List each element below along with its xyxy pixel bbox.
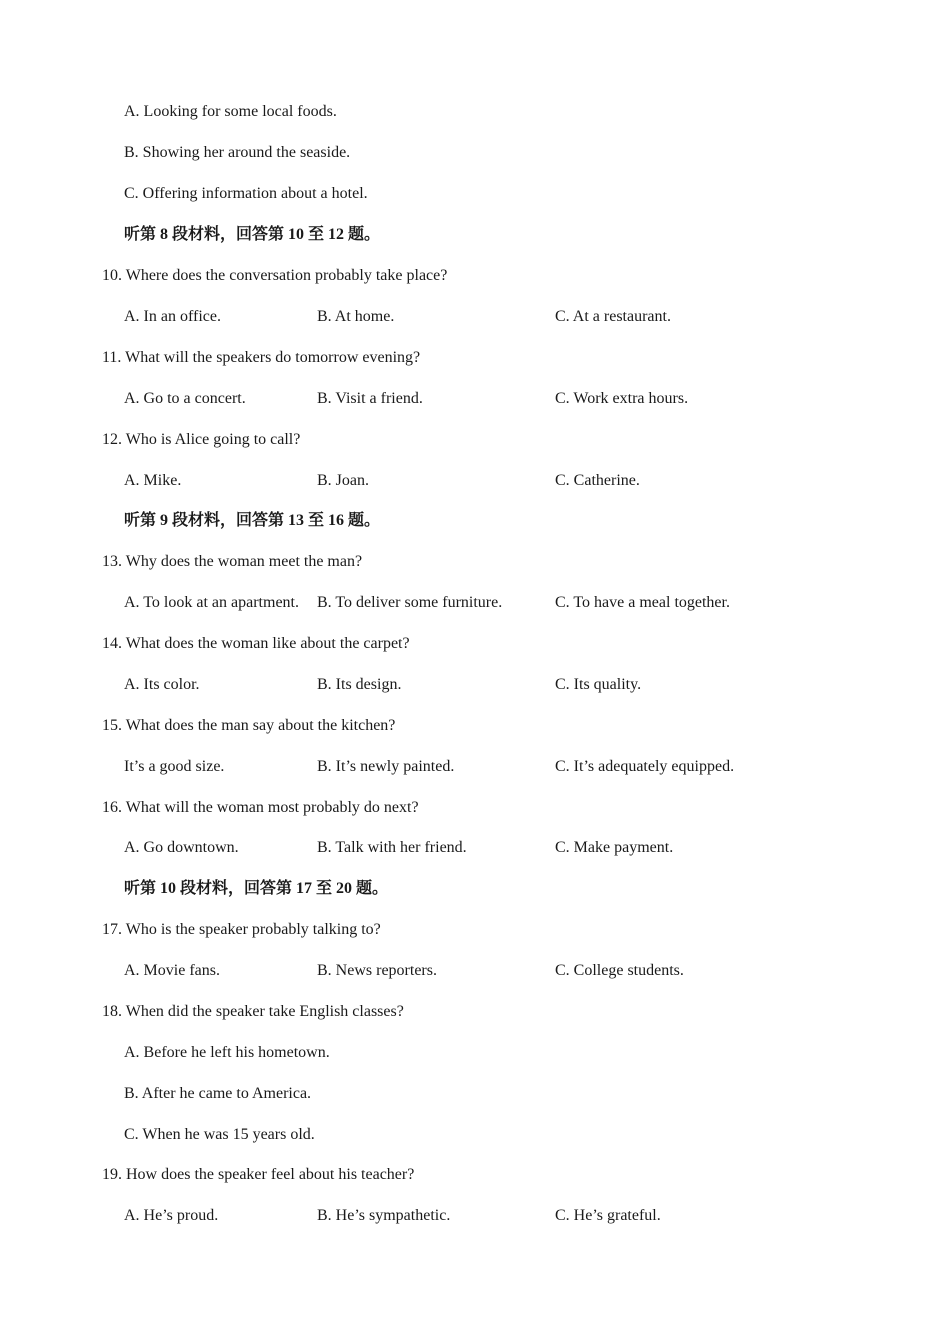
q18-option-c: C. When he was 15 years old. — [124, 1126, 315, 1143]
q13-option-c: C. To have a meal together. — [555, 594, 730, 611]
q16-option-c: C. Make payment. — [555, 839, 674, 856]
question-10: 10. Where does the conversation probably take place? — [102, 267, 448, 284]
q13-option-a: A. To look at an apartment. — [124, 594, 299, 611]
q12-option-c: C. Catherine. — [555, 472, 640, 489]
q19-option-a: A. He’s proud. — [124, 1207, 219, 1224]
q11-option-b: B. Visit a friend. — [317, 390, 423, 407]
q9-option-a: A. Looking for some local foods. — [124, 103, 337, 120]
q9-option-c: C. Offering information about a hotel. — [124, 185, 368, 202]
q13-option-b: B. To deliver some furniture. — [317, 594, 503, 611]
q16-option-a: A. Go downtown. — [124, 839, 239, 856]
q15-option-a: It’s a good size. — [124, 758, 225, 775]
question-18: 18. When did the speaker take English classes? — [102, 1003, 404, 1020]
q9-option-b: B. Showing her around the seaside. — [124, 144, 351, 161]
q16-option-b: B. Talk with her friend. — [317, 839, 467, 856]
question-19: 19. How does the speaker feel about his teacher? — [102, 1166, 415, 1183]
question-17: 17. Who is the speaker probably talking to? — [102, 921, 381, 938]
section-heading-9: 听第 9 段材料，回答第 13 至 16 题。 — [124, 512, 381, 529]
q11-option-c: C. Work extra hours. — [555, 390, 689, 407]
q19-option-c: C. He’s grateful. — [555, 1207, 661, 1224]
section-heading-10: 听第 10 段材料，回答第 17 至 20 题。 — [124, 880, 389, 897]
question-11: 11. What will the speakers do tomorrow evening? — [102, 349, 421, 366]
q12-option-b: B. Joan. — [317, 472, 369, 489]
q14-option-c: C. Its quality. — [555, 676, 642, 693]
q15-option-b: B. It’s newly painted. — [317, 758, 455, 775]
q10-option-c: C. At a restaurant. — [555, 308, 671, 325]
q10-option-b: B. At home. — [317, 308, 395, 325]
q14-option-a: A. Its color. — [124, 676, 200, 693]
q12-option-a: A. Mike. — [124, 472, 182, 489]
question-12: 12. Who is Alice going to call? — [102, 431, 301, 448]
q14-option-b: B. Its design. — [317, 676, 402, 693]
q18-option-b: B. After he came to America. — [124, 1085, 312, 1102]
q17-option-c: C. College students. — [555, 962, 684, 979]
q15-option-c: C. It’s adequately equipped. — [555, 758, 735, 775]
q17-option-b: B. News reporters. — [317, 962, 437, 979]
question-13: 13. Why does the woman meet the man? — [102, 553, 363, 570]
q18-option-a: A. Before he left his hometown. — [124, 1044, 330, 1061]
question-16: 16. What will the woman most probably do next? — [102, 799, 419, 816]
question-15: 15. What does the man say about the kitchen? — [102, 717, 396, 734]
q19-option-b: B. He’s sympathetic. — [317, 1207, 451, 1224]
q17-option-a: A. Movie fans. — [124, 962, 220, 979]
q10-option-a: A. In an office. — [124, 308, 221, 325]
section-heading-8: 听第 8 段材料，回答第 10 至 12 题。 — [124, 226, 381, 243]
question-14: 14. What does the woman like about the carpet? — [102, 635, 410, 652]
q11-option-a: A. Go to a concert. — [124, 390, 246, 407]
